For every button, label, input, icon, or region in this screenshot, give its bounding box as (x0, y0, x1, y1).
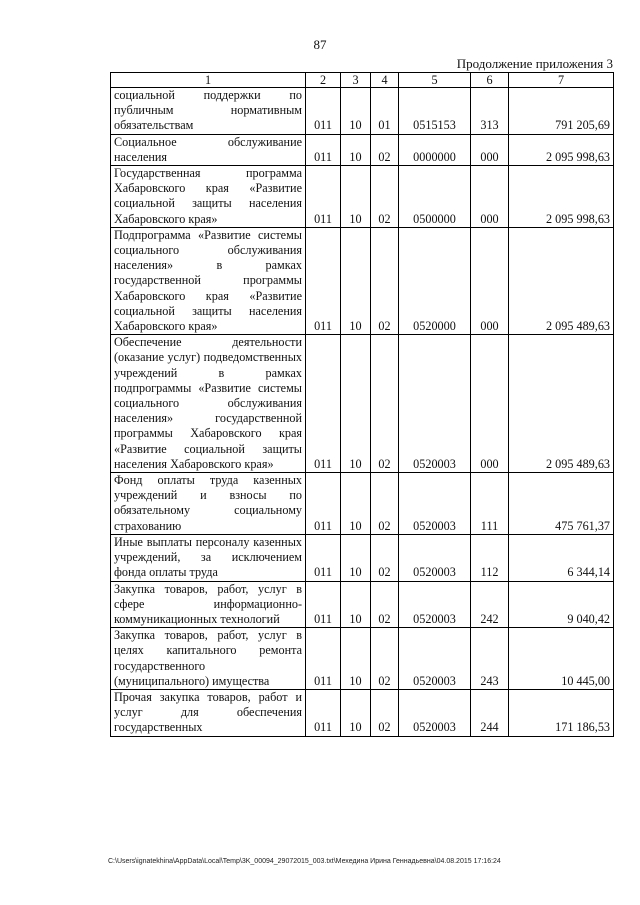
row-ministry-code: 011 (306, 134, 341, 165)
row-ministry-code: 011 (306, 628, 341, 690)
continuation-label: Продолжение приложения 3 (456, 56, 613, 71)
page-number: 87 (313, 37, 327, 52)
row-subsection-code: 01 (371, 88, 399, 135)
row-amount: 6 344,14 (509, 534, 614, 581)
row-section-code: 10 (341, 628, 371, 690)
row-section-code: 10 (341, 581, 371, 628)
row-section-code: 10 (341, 335, 371, 473)
row-ministry-code: 011 (306, 166, 341, 228)
budget-table (110, 72, 614, 737)
row-expense-type: 244 (471, 689, 509, 736)
table-row (111, 628, 614, 690)
row-expense-type: 000 (471, 166, 509, 228)
row-amount: 10 445,00 (509, 628, 614, 690)
table-row (111, 227, 614, 334)
row-section-code: 10 (341, 88, 371, 135)
column-header: 4 (371, 73, 399, 88)
row-section-code: 10 (341, 473, 371, 535)
row-target-code: 0500000 (399, 166, 471, 228)
footer-file-path: C:\Users\ignatekhina\AppData\Local\Temp\3K_00094_29072015_003.txt\Мехедина Ирина Геннадьевна\04.08.2015 17:16:24 (108, 858, 501, 865)
row-expense-type: 243 (471, 628, 509, 690)
row-amount: 171 186,53 (509, 689, 614, 736)
row-name: Прочая закупка товаров, работ и услуг для обеспечения государственных (111, 689, 306, 736)
table-row (111, 88, 614, 135)
row-subsection-code: 02 (371, 166, 399, 228)
row-target-code: 0515153 (399, 88, 471, 135)
row-expense-type: 313 (471, 88, 509, 135)
row-amount: 475 761,37 (509, 473, 614, 535)
row-amount: 2 095 489,63 (509, 227, 614, 334)
table-row (111, 473, 614, 535)
table-row (111, 335, 614, 473)
column-header: 3 (341, 73, 371, 88)
row-target-code: 0520003 (399, 534, 471, 581)
row-target-code: 0520003 (399, 628, 471, 690)
row-subsection-code: 02 (371, 134, 399, 165)
row-name: Социальное обслуживание населения (111, 134, 306, 165)
row-expense-type: 000 (471, 134, 509, 165)
row-name: Государственная программа Хабаровского края «Развитие социальной защиты населения Хабаровского края» (111, 166, 306, 228)
row-expense-type: 000 (471, 335, 509, 473)
table-row (111, 134, 614, 165)
row-amount: 791 205,69 (509, 88, 614, 135)
row-name: Подпрограмма «Развитие системы социального обслуживания населения» в рамках государственной программы Хабаровского края «Развитие социальной защиты населения Хабаровского края» (111, 227, 306, 334)
row-name: социальной поддержки по публичным нормативным обязательствам (111, 88, 306, 135)
row-subsection-code: 02 (371, 473, 399, 535)
column-header: 2 (306, 73, 341, 88)
column-header: 1 (111, 73, 306, 88)
row-ministry-code: 011 (306, 534, 341, 581)
row-amount: 2 095 998,63 (509, 134, 614, 165)
row-subsection-code: 02 (371, 581, 399, 628)
row-target-code: 0520000 (399, 227, 471, 334)
table-header-row (111, 73, 614, 88)
row-subsection-code: 02 (371, 335, 399, 473)
row-name: Фонд оплаты труда казенных учреждений и взносы по обязательному социальному страхованию (111, 473, 306, 535)
row-section-code: 10 (341, 166, 371, 228)
row-section-code: 10 (341, 134, 371, 165)
row-amount: 9 040,42 (509, 581, 614, 628)
row-target-code: 0520003 (399, 689, 471, 736)
column-header: 5 (399, 73, 471, 88)
row-name: Закупка товаров, работ, услуг в сфере информационно-коммуникационных технологий (111, 581, 306, 628)
row-subsection-code: 02 (371, 628, 399, 690)
row-ministry-code: 011 (306, 88, 341, 135)
row-expense-type: 112 (471, 534, 509, 581)
row-section-code: 10 (341, 534, 371, 581)
row-target-code: 0520003 (399, 335, 471, 473)
row-expense-type: 111 (471, 473, 509, 535)
row-ministry-code: 011 (306, 689, 341, 736)
row-subsection-code: 02 (371, 689, 399, 736)
row-expense-type: 000 (471, 227, 509, 334)
row-name: Закупка товаров, работ, услуг в целях капитального ремонта государственного (муниципального) имущества (111, 628, 306, 690)
row-ministry-code: 011 (306, 227, 341, 334)
table-row (111, 166, 614, 228)
column-header: 7 (509, 73, 614, 88)
row-ministry-code: 011 (306, 335, 341, 473)
row-section-code: 10 (341, 227, 371, 334)
row-ministry-code: 011 (306, 473, 341, 535)
column-header: 6 (471, 73, 509, 88)
row-section-code: 10 (341, 689, 371, 736)
row-name: Иные выплаты персоналу казенных учреждений, за исключением фонда оплаты труда (111, 534, 306, 581)
row-ministry-code: 011 (306, 581, 341, 628)
row-target-code: 0000000 (399, 134, 471, 165)
row-target-code: 0520003 (399, 473, 471, 535)
table-row (111, 689, 614, 736)
row-name: Обеспечение деятельности (оказание услуг) подведомственных учреждений в рамках подпрограммы «Развитие системы социального обслуживания населения» государственной программы Хабаровского края «Развитие социальной защиты населения Хабаровского края» (111, 335, 306, 473)
table-row (111, 534, 614, 581)
row-expense-type: 242 (471, 581, 509, 628)
row-amount: 2 095 489,63 (509, 335, 614, 473)
table-row (111, 581, 614, 628)
row-amount: 2 095 998,63 (509, 166, 614, 228)
row-target-code: 0520003 (399, 581, 471, 628)
row-subsection-code: 02 (371, 227, 399, 334)
row-subsection-code: 02 (371, 534, 399, 581)
